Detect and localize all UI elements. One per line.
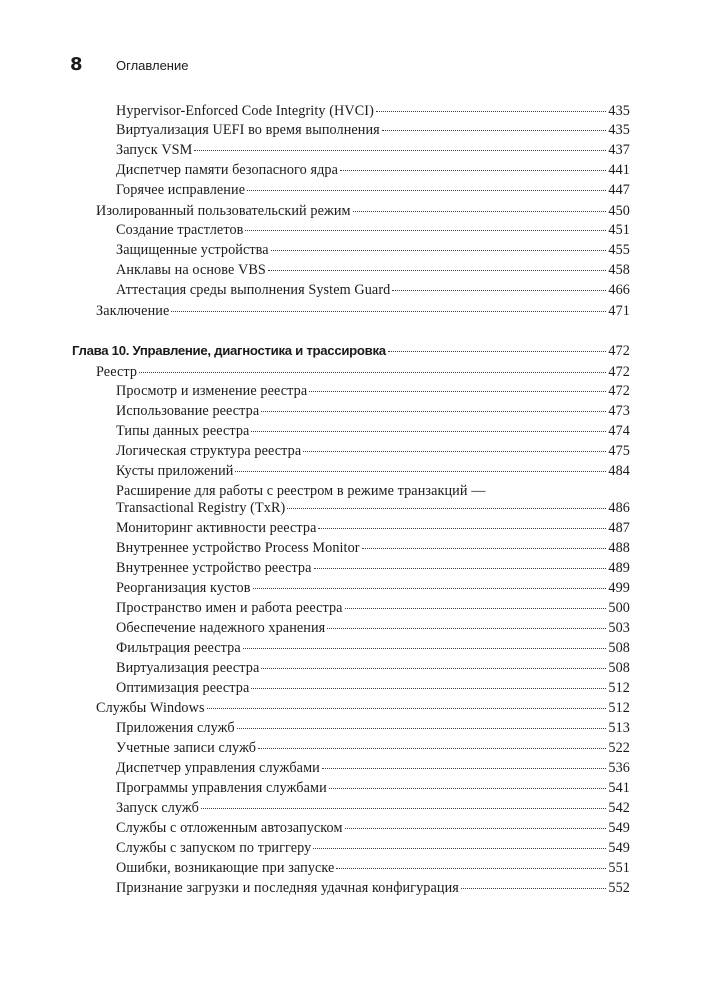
toc-entry-page: 488 <box>608 540 630 556</box>
toc-entry-page: 474 <box>608 423 630 439</box>
dot-leader <box>362 548 607 549</box>
toc-entry[interactable] <box>116 538 630 558</box>
toc-entry-page: 551 <box>608 860 630 876</box>
toc-entry-title: Программы управления службами <box>116 780 327 796</box>
toc-entry[interactable] <box>116 778 630 798</box>
toc-entry-title: Логическая структура реестра <box>116 443 302 459</box>
toc-entry-title: Просмотр и изменение реестра <box>116 383 308 399</box>
toc-entry-page: 471 <box>608 303 630 319</box>
toc-entry[interactable] <box>116 140 630 160</box>
toc-entry-page: 552 <box>608 880 630 896</box>
dot-leader <box>201 808 606 809</box>
toc-entry-page: 513 <box>608 720 630 736</box>
toc-entry-title: Типы данных реестра <box>116 423 250 439</box>
dot-leader <box>303 451 606 452</box>
toc-entry-title: Реестр <box>96 364 138 380</box>
toc-entry-page: 512 <box>608 700 630 716</box>
toc-entry[interactable] <box>116 101 630 121</box>
toc-entry-title: Оптимизация реестра <box>116 680 250 696</box>
toc-entry-page: 503 <box>608 620 630 636</box>
toc-entry-title: Реорганизация кустов <box>116 580 251 596</box>
dot-leader <box>261 411 606 412</box>
toc-entry-title: Ошибки, возникающие при запуске <box>116 860 335 876</box>
dot-leader <box>271 250 607 251</box>
toc-entry[interactable] <box>116 280 630 300</box>
dot-leader <box>345 828 607 829</box>
toc-entry-page: 549 <box>608 840 630 856</box>
dot-leader <box>313 848 606 849</box>
dot-leader <box>382 130 607 131</box>
toc-entry-title-line2: Transactional Registry (TxR) <box>116 500 286 516</box>
dot-leader <box>309 391 606 392</box>
toc-entry-title: Службы Windows <box>96 700 205 716</box>
toc-entry-page: 542 <box>608 800 630 816</box>
toc-entry[interactable] <box>116 638 630 658</box>
dot-leader <box>314 568 607 569</box>
toc-entry-title: Запуск служб <box>116 800 199 816</box>
dot-leader <box>345 608 607 609</box>
toc-entry-title: Заключение <box>96 303 170 319</box>
toc-entry[interactable] <box>116 401 630 421</box>
toc-entry-title: Внутреннее устройство Process Monitor <box>116 540 360 556</box>
dot-leader <box>268 270 606 271</box>
toc-entry-title: Службы с запуском по триггеру <box>116 840 312 856</box>
dot-leader <box>207 708 607 709</box>
toc-entry-page: 486 <box>608 500 630 516</box>
toc-entry[interactable] <box>96 301 630 321</box>
toc-entry-title: Признание загрузки и последняя удачная конфигурация <box>116 880 459 896</box>
dot-leader <box>235 471 606 472</box>
toc-entry[interactable] <box>116 678 630 698</box>
toc-entry[interactable] <box>116 558 630 578</box>
toc-entry-page: 522 <box>608 740 630 756</box>
toc-entry-title: Создание трастлетов <box>116 222 244 238</box>
toc-entry-title: Горячее исправление <box>116 182 246 198</box>
toc-entry-title: Обеспечение надежного хранения <box>116 620 326 636</box>
dot-leader <box>258 748 606 749</box>
toc-entry[interactable] <box>116 818 630 838</box>
toc-entry-page: 458 <box>608 262 630 278</box>
toc-entry-page: 450 <box>608 203 630 219</box>
toc-entry-title: Диспетчер памяти безопасного ядра <box>116 162 338 178</box>
dot-leader <box>251 688 606 689</box>
toc-entry-page: 435 <box>608 103 630 119</box>
toc-entry-page: 435 <box>608 122 630 138</box>
toc-entry-txr-line2[interactable] <box>116 498 630 518</box>
toc-entry-title: Использование реестра <box>116 403 260 419</box>
toc-entry-page: 508 <box>608 660 630 676</box>
toc-entry-title: Аттестация среды выполнения System Guard <box>116 282 391 298</box>
toc-entry-page: 512 <box>608 680 630 696</box>
toc-entry-page: 508 <box>608 640 630 656</box>
toc-chapter-heading[interactable] <box>72 341 630 361</box>
toc-entry[interactable] <box>116 160 630 180</box>
toc-entry-title: Фильтрация реестра <box>116 640 241 656</box>
toc-entry[interactable] <box>116 658 630 678</box>
toc-entry-title: Запуск VSM <box>116 142 193 158</box>
toc-entry-page: 473 <box>608 403 630 419</box>
toc-entry-title: Виртуализация реестра <box>116 660 260 676</box>
toc-entry-title: Кусты приложений <box>116 463 234 479</box>
dot-leader <box>327 628 606 629</box>
dot-leader <box>340 170 606 171</box>
dot-leader <box>247 190 606 191</box>
dot-leader <box>461 888 607 889</box>
toc-entry[interactable] <box>116 120 630 140</box>
running-title: Оглавление <box>116 58 189 73</box>
dot-leader <box>171 311 606 312</box>
dot-leader <box>253 588 607 589</box>
dot-leader <box>139 372 606 373</box>
toc-entry-title: Учетные записи служб <box>116 740 257 756</box>
toc-entry[interactable] <box>116 518 630 538</box>
toc-entry-title: Диспетчер управления службами <box>116 760 320 776</box>
dot-leader <box>261 668 606 669</box>
toc-entry-title: Приложения служб <box>116 720 235 736</box>
dot-leader <box>329 788 607 789</box>
dot-leader <box>376 111 606 112</box>
page-number: 8 <box>70 54 83 75</box>
toc-entry-title: Глава 10. Управление, диагностика и трассировка <box>72 343 386 358</box>
toc-entry-title: Пространство имен и работа реестра <box>116 600 343 616</box>
dot-leader <box>392 290 606 291</box>
toc-entry-title: Анклавы на основе VBS <box>116 262 266 278</box>
toc-entry[interactable] <box>116 598 630 618</box>
dot-leader <box>318 528 606 529</box>
dot-leader <box>388 351 607 352</box>
toc-entry-page: 455 <box>608 242 630 258</box>
toc-entry-page: 447 <box>608 182 630 198</box>
toc-entry-page: 487 <box>608 520 630 536</box>
toc-entry[interactable] <box>116 578 630 598</box>
toc-entry[interactable] <box>116 758 630 778</box>
dot-leader <box>287 508 606 509</box>
toc-entry[interactable] <box>116 381 630 401</box>
toc-entry[interactable] <box>96 698 630 718</box>
toc-entry-page: 437 <box>608 142 630 158</box>
toc-entry-page: 451 <box>608 222 630 238</box>
toc-entry[interactable] <box>116 878 630 898</box>
toc-entry-page: 472 <box>608 343 630 359</box>
toc-entry-title: Внутреннее устройство реестра <box>116 560 312 576</box>
toc-entry-page: 541 <box>608 780 630 796</box>
toc-entry-title: Изолированный пользовательский режим <box>96 203 351 219</box>
toc-entry-page: 549 <box>608 820 630 836</box>
toc-entry[interactable] <box>116 618 630 638</box>
toc-entry-title-line1: Расширение для работы с реестром в режиме транзакций — <box>116 483 486 499</box>
toc-entry-page: 441 <box>608 162 630 178</box>
toc-entry-page: 484 <box>608 463 630 479</box>
toc-entry[interactable] <box>116 441 630 461</box>
toc-entry-title: Виртуализация UEFI во время выполнения <box>116 122 380 138</box>
toc-entry[interactable] <box>116 838 630 858</box>
dot-leader <box>322 768 607 769</box>
toc-entry-page: 536 <box>608 760 630 776</box>
toc-entry[interactable] <box>116 240 630 260</box>
toc-entry-page: 475 <box>608 443 630 459</box>
toc-entry-title: Мониторинг активности реестра <box>116 520 317 536</box>
toc-entry[interactable] <box>116 421 630 441</box>
dot-leader <box>251 431 606 432</box>
toc-entry[interactable] <box>96 201 630 221</box>
toc-entry-title: Службы с отложенным автозапуском <box>116 820 343 836</box>
toc-entry[interactable] <box>116 260 630 280</box>
dot-leader <box>353 211 607 212</box>
toc-entry-title: Hypervisor-Enforced Code Integrity (HVCI) <box>116 103 374 119</box>
toc-entry[interactable] <box>116 718 630 738</box>
toc-entry-page: 499 <box>608 580 630 596</box>
toc-entry[interactable] <box>116 220 630 240</box>
toc-entry-page: 489 <box>608 560 630 576</box>
toc-entry[interactable] <box>116 798 630 818</box>
toc-entry-page: 500 <box>608 600 630 616</box>
dot-leader <box>194 150 606 151</box>
toc-entry-page: 466 <box>608 282 630 298</box>
toc-entry-page: 472 <box>608 364 630 380</box>
toc-entry[interactable] <box>116 461 630 481</box>
toc-entry[interactable] <box>116 180 630 200</box>
dot-leader <box>243 648 607 649</box>
toc-entry[interactable] <box>116 858 630 878</box>
toc-entry-title: Защищенные устройства <box>116 242 269 258</box>
dot-leader <box>237 728 607 729</box>
dot-leader <box>336 868 606 869</box>
dot-leader <box>245 230 606 231</box>
toc-entry[interactable] <box>116 738 630 758</box>
toc-entry-page: 472 <box>608 383 630 399</box>
toc-entry[interactable] <box>96 362 630 382</box>
